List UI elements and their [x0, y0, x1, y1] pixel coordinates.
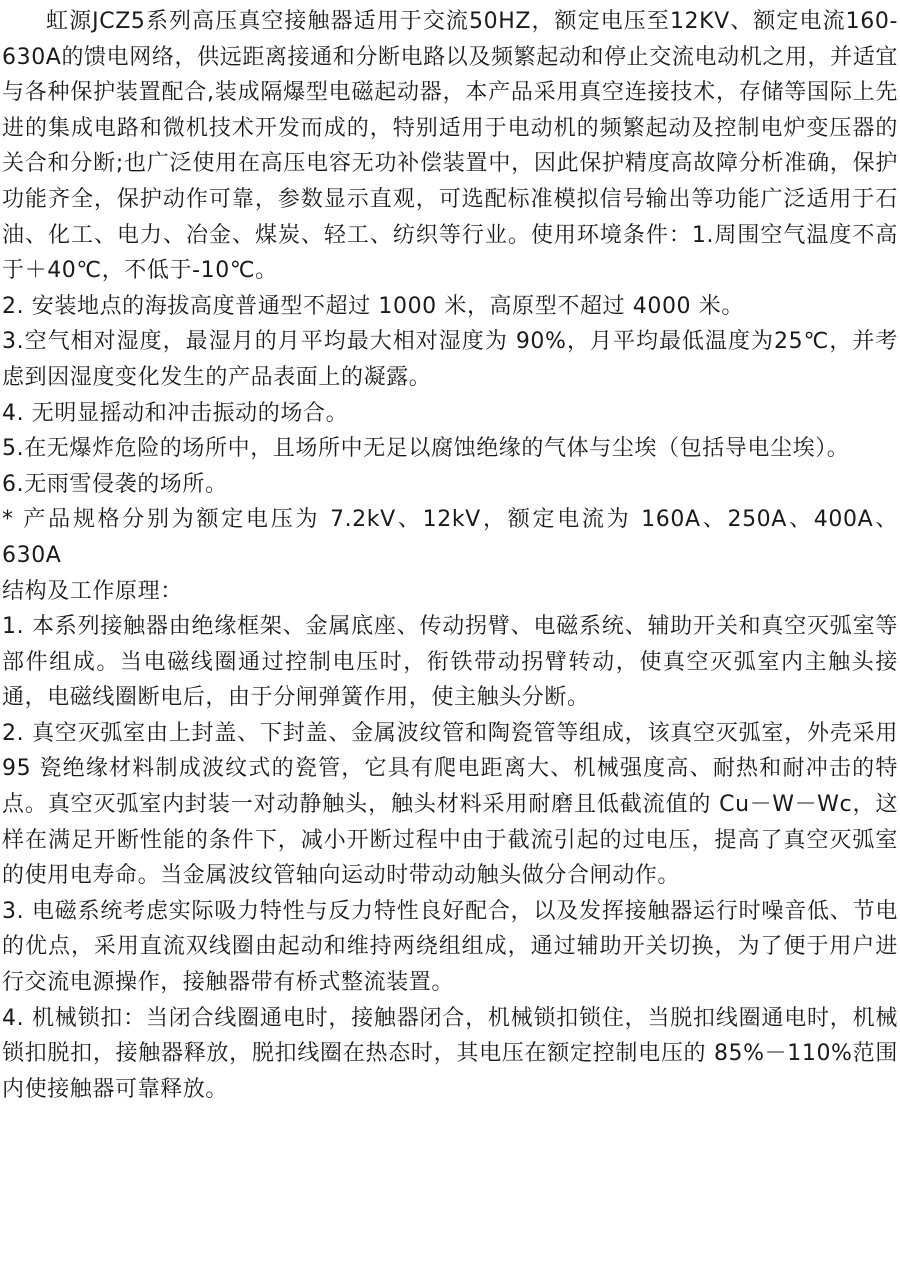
working-principle-4: 4. 机械锁扣：当闭合线圈通电时，接触器闭合，机械锁扣锁住，当脱扣线圈通电时，机械锁扣脱扣，接触器释放，脱扣线圈在热态时，其电压在额定控制电压的 85%－110%范围内使接触器可靠释放。: [2, 1005, 898, 1102]
condition-humidity: 3.空气相对湿度，最湿月的月平均最大相对湿度为 90%，月平均最低温度为25℃，并考虑到因湿度变化发生的产品表面上的凝露。: [2, 329, 898, 390]
working-principle-2: 2. 真空灭弧室由上封盖、下封盖、金属波纹管和陶瓷管等组成，该真空灭弧室，外壳采用 95 瓷绝缘材料制成波纹式的瓷管，它具有爬电距离大、机械强度高、耐热和耐冲击的特点。真空灭弧室内封装一对动静触头，触头材料采用耐磨且低截流值的 Cu－W－Wc，这样在满足开断性能的条件下，减小开断过程中由于截流引起的过电压，提高了真空灭弧室的使用电寿命。当金属波纹管轴向运动时带动动触头做分合闸动作。: [2, 720, 898, 889]
condition-weather: 6.无雨雪侵袭的场所。: [2, 471, 228, 497]
condition-explosion: 5.在无爆炸危险的场所中，且场所中无足以腐蚀绝缘的气体与尘埃（包括导电尘埃）。: [2, 436, 850, 462]
condition-vibration: 4. 无明显摇动和冲击振动的场合。: [2, 400, 349, 426]
working-principle-1: 1. 本系列接触器由绝缘框架、金属底座、传动拐臂、电磁系统、辅助开关和真空灭弧室等部件组成。当电磁线圈通过控制电压时，衔铁带动拐臂转动，使真空灭弧室内主触头接通，电磁线圈断电后，由于分闸弹簧作用，使主触头分断。: [2, 614, 898, 711]
intro-paragraph: 虹源JCZ5系列高压真空接触器适用于交流50HZ，额定电压至12KV、额定电流160-630A的馈电网络，供远距离接通和分断电路以及频繁起动和停止交流电动机之用，并适宜与各种保护装置配合,装成隔爆型电磁起动器，本产品采用真空连接技术，存储等国际上先进的集成电路和微机技术开发而成的，特别适用于电动机的频繁起动及控制电炉变压器的关合和分断;也广泛使用在高压电容无功补偿装置中，因此保护精度高故障分析准确，保护功能齐全，保护动作可靠，参数显示直观，可选配标准模拟信号输出等功能广泛适用于石油、化工、电力、冶金、煤炭、轻工、纺织等行业。使用环境条件：1.周围空气温度不高于＋40℃，不低于-10℃。: [2, 9, 898, 284]
spec-note: * 产品规格分别为额定电压为 7.2kV、12kV，额定电流为 160A、250A、400A、 630A: [2, 507, 898, 568]
working-principle-3: 3. 电磁系统考虑实际吸力特性与反力特性良好配合，以及发挥接触器运行时噪音低、节电的优点，采用直流双线圈由起动和维持两绕组组成，通过辅助开关切换，为了便于用户进行交流电源操作，接触器带有桥式整流装置。: [2, 898, 898, 996]
section-heading: 结构及工作原理：: [2, 578, 183, 604]
condition-altitude: 2. 安装地点的海拔高度普通型不超过 1000 米，高原型不超过 4000 米。: [2, 293, 744, 319]
